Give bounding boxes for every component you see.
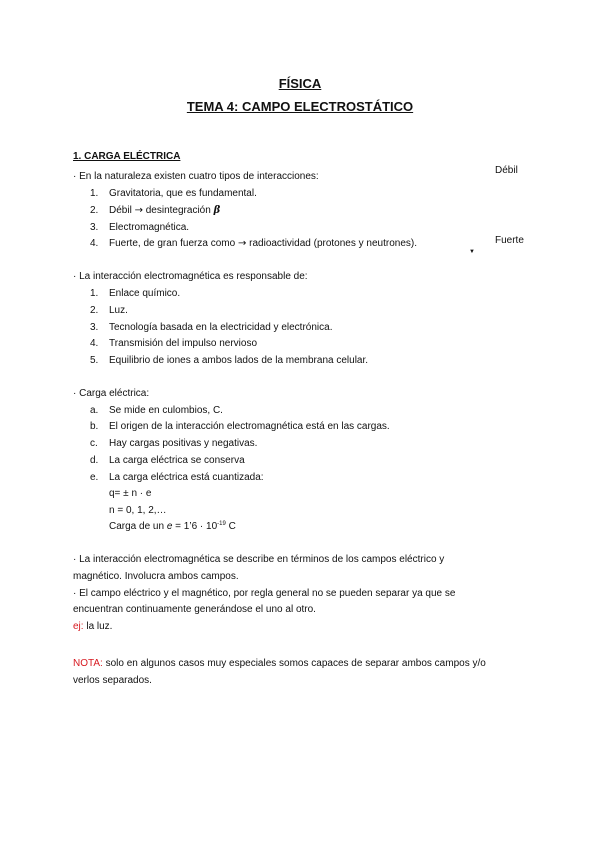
electron-exponent: -19 bbox=[217, 521, 226, 527]
list-number: 4. bbox=[90, 238, 99, 249]
list-item: La carga eléctrica está cuantizada: bbox=[109, 472, 264, 483]
electron-value: = 1’6 · 10 bbox=[172, 521, 218, 532]
paragraph-line: · El campo eléctrico y el magnético, por regla general no se pueden separar ya que se bbox=[73, 588, 456, 599]
paragraph-line: magnético. Involucra ambos campos. bbox=[73, 571, 239, 582]
side-label-strong: Fuerte bbox=[495, 235, 524, 246]
charge-intro: · Carga eléctrica: bbox=[73, 388, 150, 399]
arrow-right-icon: → bbox=[237, 238, 247, 249]
list-item-text: radioactividad (protones y neutrones). bbox=[246, 238, 418, 249]
list-item bbox=[109, 238, 417, 250]
list-item-text: Débil bbox=[109, 205, 132, 216]
example-label: ej: bbox=[73, 621, 84, 632]
note-line: verlos separados. bbox=[73, 675, 152, 686]
example-line bbox=[73, 621, 112, 633]
list-item: La carga eléctrica se conserva bbox=[109, 455, 245, 466]
paragraph-line: · La interacción electromagnética se describe en términos de los campos eléctrico y bbox=[73, 554, 445, 565]
em-intro: · La interacción electromagnética es responsable de: bbox=[73, 271, 308, 282]
list-number: 5. bbox=[90, 355, 99, 366]
list-item-text: Fuerte, de gran fuerza como bbox=[109, 238, 236, 249]
list-letter: b. bbox=[90, 421, 99, 432]
list-letter: e. bbox=[90, 472, 99, 483]
list-number: 1. bbox=[90, 288, 99, 299]
list-letter: a. bbox=[90, 405, 99, 416]
electron-unit: C bbox=[225, 521, 236, 532]
list-number: 2. bbox=[90, 305, 99, 316]
formula-q: q= ± n · e bbox=[109, 488, 152, 499]
list-item: Electromagnética. bbox=[109, 222, 190, 233]
list-letter: d. bbox=[90, 455, 99, 466]
note-label: NOTA: bbox=[73, 658, 103, 669]
list-item: Enlace químico. bbox=[109, 288, 181, 299]
list-item: Gravitatoria, que es fundamental. bbox=[109, 188, 257, 199]
formula-n: n = 0, 1, 2,… bbox=[109, 505, 167, 516]
electron-charge bbox=[109, 521, 236, 533]
side-label-weak: Débil bbox=[495, 165, 518, 176]
list-number: 4. bbox=[90, 338, 99, 349]
list-item-text: desintegración bbox=[142, 205, 214, 216]
list-number: 1. bbox=[90, 188, 99, 199]
list-item: Equilibrio de iones a ambos lados de la membrana celular. bbox=[109, 355, 369, 366]
list-item: Transmisión del impulso nervioso bbox=[109, 338, 258, 349]
example-text: la luz. bbox=[83, 621, 113, 632]
arrow-right-icon: → bbox=[134, 205, 143, 216]
list-item: Luz. bbox=[109, 305, 128, 316]
list-item: Se mide en culombios, C. bbox=[109, 405, 223, 416]
page-title: FÍSICA bbox=[278, 76, 322, 91]
caret-down-icon: ▼ bbox=[469, 249, 475, 255]
list-number: 2. bbox=[90, 205, 99, 216]
list-item: Tecnología basada en la electricidad y electrónica. bbox=[109, 322, 333, 333]
section-title: 1. CARGA ELÉCTRICA bbox=[73, 151, 181, 162]
list-item: Hay cargas positivas y negativas. bbox=[109, 438, 258, 449]
list-number: 3. bbox=[90, 222, 99, 233]
list-number: 3. bbox=[90, 322, 99, 333]
note-text: solo en algunos casos muy especiales somos capaces de separar ambos campos y/o bbox=[102, 658, 486, 669]
beta-symbol: β bbox=[213, 205, 221, 216]
list-item bbox=[109, 205, 220, 217]
note-line bbox=[73, 658, 486, 670]
electron-symbol: e bbox=[166, 521, 173, 532]
interactions-intro: · En la naturaleza existen cuatro tipos de interacciones: bbox=[73, 171, 319, 182]
page-subtitle: TEMA 4: CAMPO ELECTROSTÁTICO bbox=[186, 99, 414, 114]
electron-prefix: Carga de un bbox=[109, 521, 165, 532]
paragraph-line: encuentran continuamente generándose el uno al otro. bbox=[73, 604, 316, 615]
list-letter: c. bbox=[90, 438, 98, 449]
list-item: El origen de la interacción electromagnética está en las cargas. bbox=[109, 421, 390, 432]
